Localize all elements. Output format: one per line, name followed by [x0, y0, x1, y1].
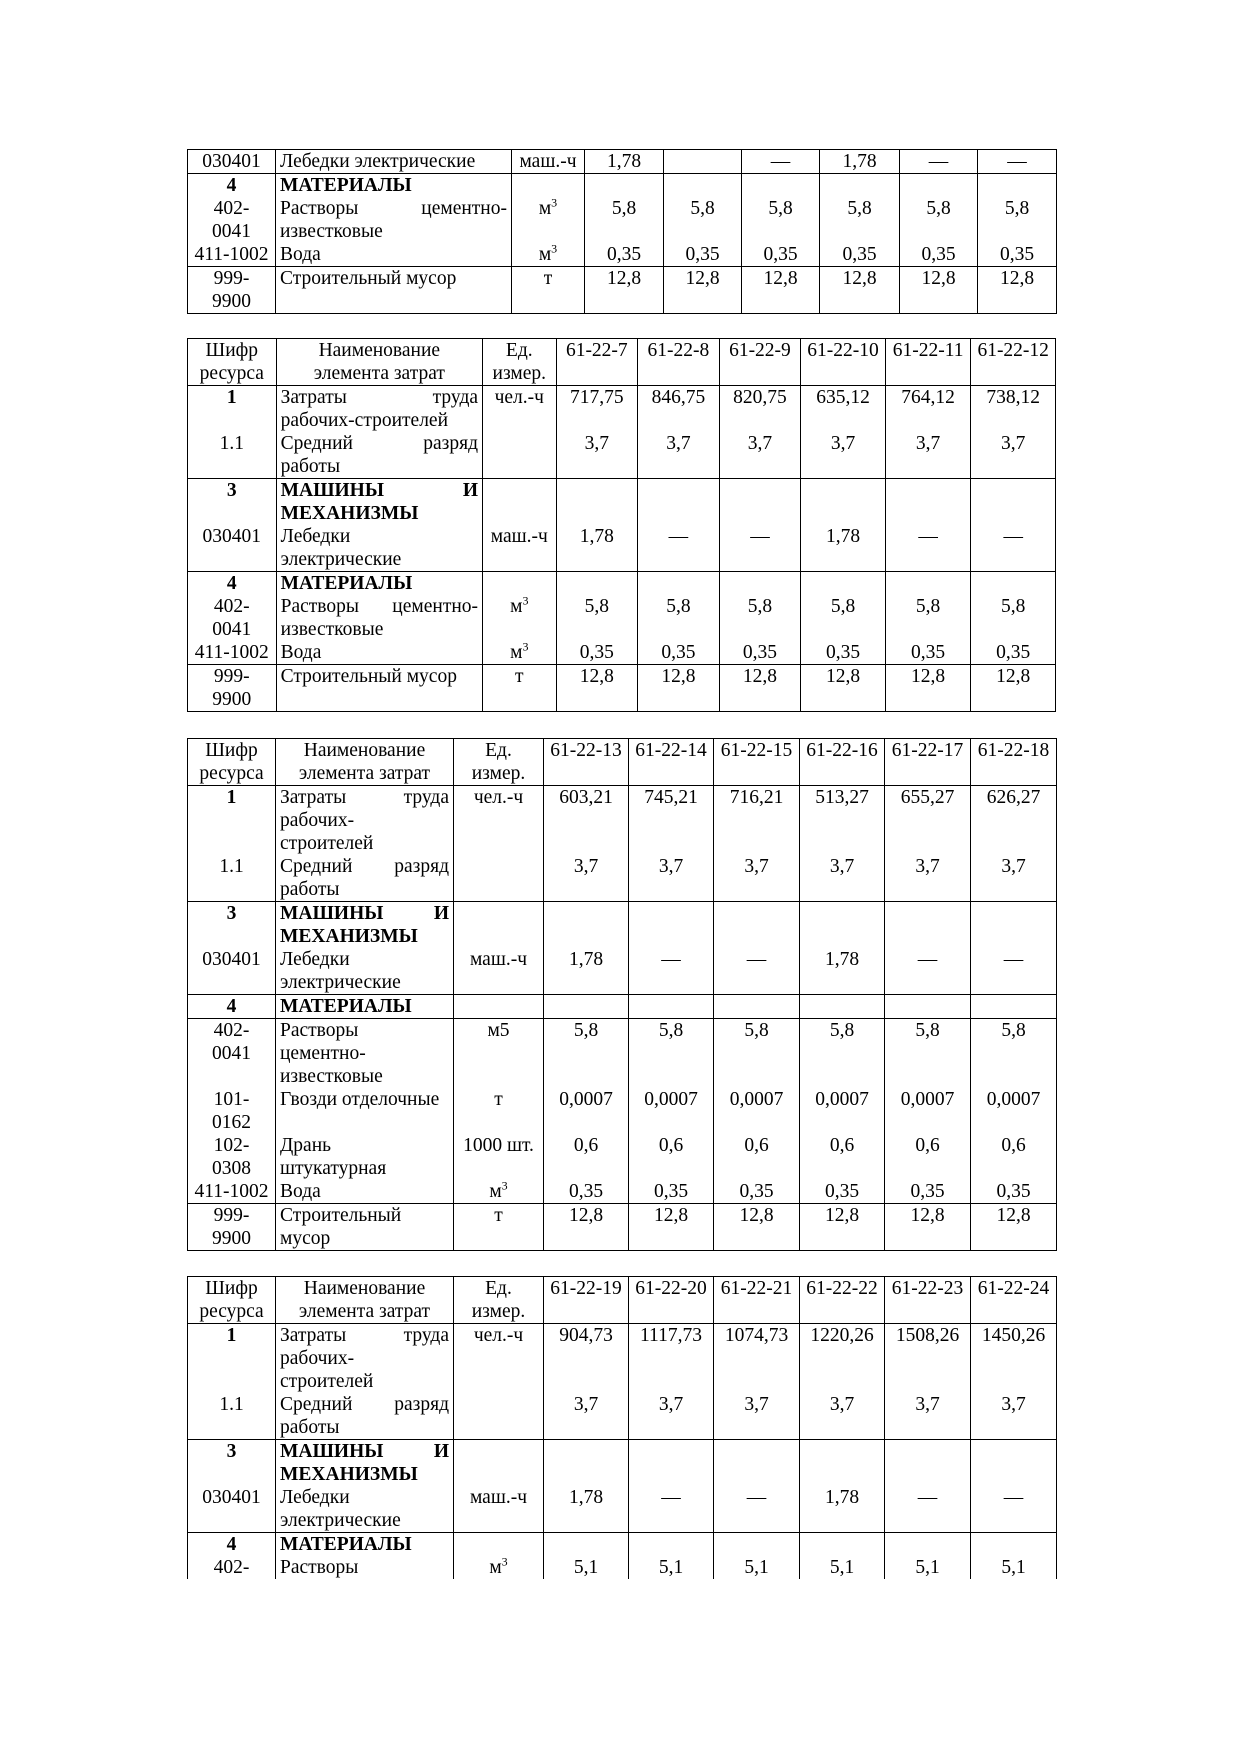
unit-m3: $м^3$ — [538, 195, 558, 219]
value-cell: 5,8 0,0007 0,6 0,35 — [544, 1019, 629, 1204]
value-cell: 5,1 — [885, 1533, 971, 1580]
estimate-table-continuation — [187, 149, 1057, 314]
header-col: 61-22-22 — [800, 1277, 885, 1324]
table-row — [188, 995, 1057, 1019]
value-cell: 12,8 — [800, 1204, 885, 1251]
value-cell: — — [714, 1440, 800, 1533]
header-col: 61-22-8 — [638, 339, 720, 386]
value-cell: 716,21 3,7 — [714, 786, 800, 902]
value-cell: 12,8 — [971, 1204, 1057, 1251]
header-col: 61-22-18 — [971, 739, 1057, 786]
value-cell: 12,8 — [714, 1204, 800, 1251]
value-cell: — — [885, 1440, 971, 1533]
table-row — [188, 479, 1056, 572]
resource-code: 999- 9900 — [188, 665, 277, 712]
unit: маш.-ч — [454, 902, 544, 995]
value-cell: 5,8 0,35 — [556, 572, 638, 665]
value-cell: 717,75 3,7 — [556, 386, 638, 479]
value-cell: 12,8 — [742, 267, 820, 314]
header-unit: Ед. измер. — [483, 339, 557, 386]
value-cell: 1450,26 3,7 — [971, 1324, 1057, 1440]
resource-name: Затраты труда рабочих-строителей Средний разряд работы — [276, 386, 482, 479]
resource-code: 3 030401 — [188, 1440, 276, 1533]
table-row — [188, 386, 1056, 479]
value-cell: 5,8 0,35 — [971, 572, 1056, 665]
value-cell: 12,8 — [820, 267, 900, 314]
header-col: 61-22-16 — [800, 739, 885, 786]
value-cell: 5,8 0,0007 0,6 0,35 — [714, 1019, 800, 1204]
resource-code: 3 030401 — [188, 479, 277, 572]
unit: маш.-ч — [454, 1440, 544, 1533]
value-cell: 5,1 — [800, 1533, 885, 1580]
value-cell: 1,78 — [800, 902, 885, 995]
value-cell: 1508,26 3,7 — [885, 1324, 971, 1440]
value-cell: 820,75 3,7 — [719, 386, 801, 479]
value-cell: 5,8 0,35 — [885, 572, 971, 665]
resource-name: Строительный мусор — [276, 1204, 454, 1251]
value-cell: 5,1 — [971, 1533, 1057, 1580]
value-cell: — — [629, 1440, 714, 1533]
table-row — [188, 1533, 1057, 1580]
value-cell: — — [714, 902, 800, 995]
value-cell: 1,78 — [544, 902, 629, 995]
value-cell: 1,78 — [801, 479, 886, 572]
value-cell: 5,8 0,35 — [820, 174, 900, 267]
table-row — [188, 786, 1057, 902]
header-name: Наименование элемента затрат — [276, 339, 482, 386]
value-cell: 12,8 — [544, 1204, 629, 1251]
resource-code: 999- 9900 — [188, 1204, 276, 1251]
table-row — [188, 665, 1056, 712]
value-cell: 12,8 — [719, 665, 801, 712]
value-cell: — — [629, 902, 714, 995]
resource-name: МАШИНЫ И МЕХАНИЗМЫ Лебедки электрические — [276, 1440, 454, 1533]
header-unit: Ед. измер. — [454, 1277, 544, 1324]
value-cell: 5,8 0,35 — [801, 572, 886, 665]
value-cell: 12,8 — [556, 665, 638, 712]
unit: т — [512, 267, 585, 314]
header-code: Шифр ресурса — [188, 339, 277, 386]
table-row — [188, 1440, 1057, 1533]
value-cell — [664, 150, 742, 174]
resource-name — [276, 174, 512, 267]
estimate-table-61-22-7-12 — [187, 338, 1056, 712]
resource-code: 4 402- 0041 411-1002 — [188, 572, 277, 665]
table-row — [188, 1019, 1057, 1204]
resource-code: 1 1.1 — [188, 386, 277, 479]
value-cell: 12,8 — [885, 1204, 971, 1251]
value-cell: 904,73 3,7 — [544, 1324, 629, 1440]
value-cell: 5,8 0,35 — [742, 174, 820, 267]
value-cell: 5,8 0,35 — [719, 572, 801, 665]
unit: м5 т 1000 шт. $м^3$ — [454, 1019, 544, 1204]
unit: $м^3$ $м^3$ — [483, 572, 557, 665]
resource-code: 3 030401 — [188, 902, 276, 995]
value-cell: 5,8 0,35 — [638, 572, 720, 665]
value-cell: 5,8 0,0007 0,6 0,35 — [800, 1019, 885, 1204]
table-header-row — [188, 1277, 1057, 1324]
header-col: 61-22-23 — [885, 1277, 971, 1324]
header-code: Шифр ресурса — [188, 1277, 276, 1324]
value-cell: 12,8 — [664, 267, 742, 314]
value-cell: — — [885, 902, 971, 995]
value-cell: 12,8 — [638, 665, 720, 712]
code-part: 411-1002 — [194, 244, 269, 265]
value-cell: — — [971, 902, 1057, 995]
value-cell: 12,8 — [885, 665, 971, 712]
value-cell: 5,8 0,0007 0,6 0,35 — [971, 1019, 1057, 1204]
table-row — [188, 572, 1056, 665]
value-cell: 603,21 3,7 — [544, 786, 629, 902]
resource-name: Лебедки электрические — [276, 150, 512, 174]
value-cell: — — [885, 479, 971, 572]
value-cell: — — [978, 150, 1057, 174]
header-col: 61-22-9 — [719, 339, 801, 386]
resource-name: МАШИНЫ И МЕХАНИЗМЫ Лебедки электрические — [276, 902, 454, 995]
section-title: МАТЕРИАЛЫ — [276, 995, 454, 1019]
value-cell: 12,8 — [629, 1204, 714, 1251]
value-cell: 12,8 — [801, 665, 886, 712]
value-cell: 5,8 0,0007 0,6 0,35 — [885, 1019, 971, 1204]
unit: $м^3$ — [454, 1533, 544, 1580]
header-col: 61-22-10 — [801, 339, 886, 386]
table-row — [188, 174, 1057, 267]
value-cell: — — [971, 1440, 1057, 1533]
resource-name: Затраты труда рабочих- строителей Средний разряд работы — [276, 786, 454, 902]
value-cell: 1117,73 3,7 — [629, 1324, 714, 1440]
name-line: известковые — [280, 221, 383, 242]
value-cell: 12,8 — [900, 267, 978, 314]
value-cell: 5,8 0,0007 0,6 0,35 — [629, 1019, 714, 1204]
resource-name: Затраты труда рабочих- строителей Средний разряд работы — [276, 1324, 454, 1440]
header-code: Шифр ресурса — [188, 739, 276, 786]
value-cell: 635,12 3,7 — [801, 386, 886, 479]
value-cell: 5,1 — [629, 1533, 714, 1580]
resource-code: 4 402- — [188, 1533, 276, 1580]
value-cell: 1,78 — [800, 1440, 885, 1533]
value-cell: 12,8 — [971, 665, 1056, 712]
table-row — [188, 267, 1057, 314]
unit: т — [483, 665, 557, 712]
header-col: 61-22-12 — [971, 339, 1056, 386]
unit-m3: $м^3$ — [538, 241, 558, 265]
resource-name: МАТЕРИАЛЫ Растворы — [276, 1533, 454, 1580]
value-cell: 1,78 — [556, 479, 638, 572]
header-col: 61-22-21 — [714, 1277, 800, 1324]
value-cell: — — [742, 150, 820, 174]
resource-code: 030401 — [188, 150, 276, 174]
unit — [512, 174, 585, 267]
unit: маш.-ч — [512, 150, 585, 174]
value-cell: 5,8 0,35 — [585, 174, 664, 267]
value-cell: — — [900, 150, 978, 174]
name-line — [280, 197, 507, 220]
resource-code: 402- 0041 101- 0162 102- 0308 411-1002 — [188, 1019, 276, 1204]
resource-name: Строительный мусор — [276, 267, 512, 314]
header-col: 61-22-14 — [629, 739, 714, 786]
unit: чел.-ч — [483, 386, 557, 479]
header-unit: Ед. измер. — [454, 739, 544, 786]
value-cell: — — [638, 479, 720, 572]
resource-name: МАШИНЫ И МЕХАНИЗМЫ Лебедки электрические — [276, 479, 482, 572]
table-row — [188, 902, 1057, 995]
value-cell: 5,8 0,35 — [978, 174, 1057, 267]
resource-name: Растворы цементно- известковые Гвозди отделочные Дрань штукатурная Вода — [276, 1019, 454, 1204]
value-cell: 1074,73 3,7 — [714, 1324, 800, 1440]
header-col: 61-22-20 — [629, 1277, 714, 1324]
value-cell: — — [719, 479, 801, 572]
resource-name: МАТЕРИАЛЫ Растворы цементно- известковые Вода — [276, 572, 482, 665]
header-col: 61-22-11 — [885, 339, 971, 386]
value-cell: 513,27 3,7 — [800, 786, 885, 902]
header-col: 61-22-7 — [556, 339, 638, 386]
estimate-table-61-22-13-18 — [187, 738, 1057, 1251]
value-cell: 1220,26 3,7 — [800, 1324, 885, 1440]
resource-code: 999- 9900 — [188, 267, 276, 314]
value-cell: 5,1 — [544, 1533, 629, 1580]
header-col: 61-22-13 — [544, 739, 629, 786]
value-cell: 1,78 — [585, 150, 664, 174]
header-col: 61-22-15 — [714, 739, 800, 786]
code-part: 0041 — [212, 221, 251, 242]
name-part: цементно- — [421, 198, 507, 219]
value-cell: 846,75 3,7 — [638, 386, 720, 479]
header-name: Наименование элемента затрат — [276, 1277, 454, 1324]
value-cell: 12,8 — [978, 267, 1057, 314]
value-cell: 1,78 — [544, 1440, 629, 1533]
value-cell: 1,78 — [820, 150, 900, 174]
value-cell: 655,27 3,7 — [885, 786, 971, 902]
resource-code — [188, 174, 276, 267]
value-cell: 626,27 3,7 — [971, 786, 1057, 902]
value-cell: 745,21 3,7 — [629, 786, 714, 902]
unit: чел.-ч — [454, 786, 544, 902]
section-code: 4 — [226, 175, 237, 196]
value-cell: 738,12 3,7 — [971, 386, 1056, 479]
name-part: Растворы — [280, 198, 359, 219]
table-header-row — [188, 339, 1056, 386]
section-title: МАТЕРИАЛЫ — [280, 175, 412, 196]
value-cell: — — [971, 479, 1056, 572]
unit: т — [454, 1204, 544, 1251]
resource-name: Строительный мусор — [276, 665, 482, 712]
resource-code: 1 1.1 — [188, 786, 276, 902]
unit: чел.-ч — [454, 1324, 544, 1440]
estimate-table-61-22-19-24 — [187, 1276, 1057, 1579]
value-cell: 5,1 — [714, 1533, 800, 1580]
table-row — [188, 150, 1057, 174]
value-cell: 5,8 0,35 — [900, 174, 978, 267]
header-name: Наименование элемента затрат — [276, 739, 454, 786]
resource-code: 1 1.1 — [188, 1324, 276, 1440]
header-col: 61-22-19 — [544, 1277, 629, 1324]
value-cell: 764,12 3,7 — [885, 386, 971, 479]
value-cell: 5,8 0,35 — [664, 174, 742, 267]
code-part: 402- — [213, 198, 250, 219]
section-code: 4 — [188, 995, 276, 1019]
name-line: Вода — [280, 244, 321, 265]
unit: маш.-ч — [483, 479, 557, 572]
header-col: 61-22-24 — [971, 1277, 1057, 1324]
value-cell: 12,8 — [585, 267, 664, 314]
header-col: 61-22-17 — [885, 739, 971, 786]
table-row — [188, 1324, 1057, 1440]
table-row — [188, 1204, 1057, 1251]
table-header-row — [188, 739, 1057, 786]
